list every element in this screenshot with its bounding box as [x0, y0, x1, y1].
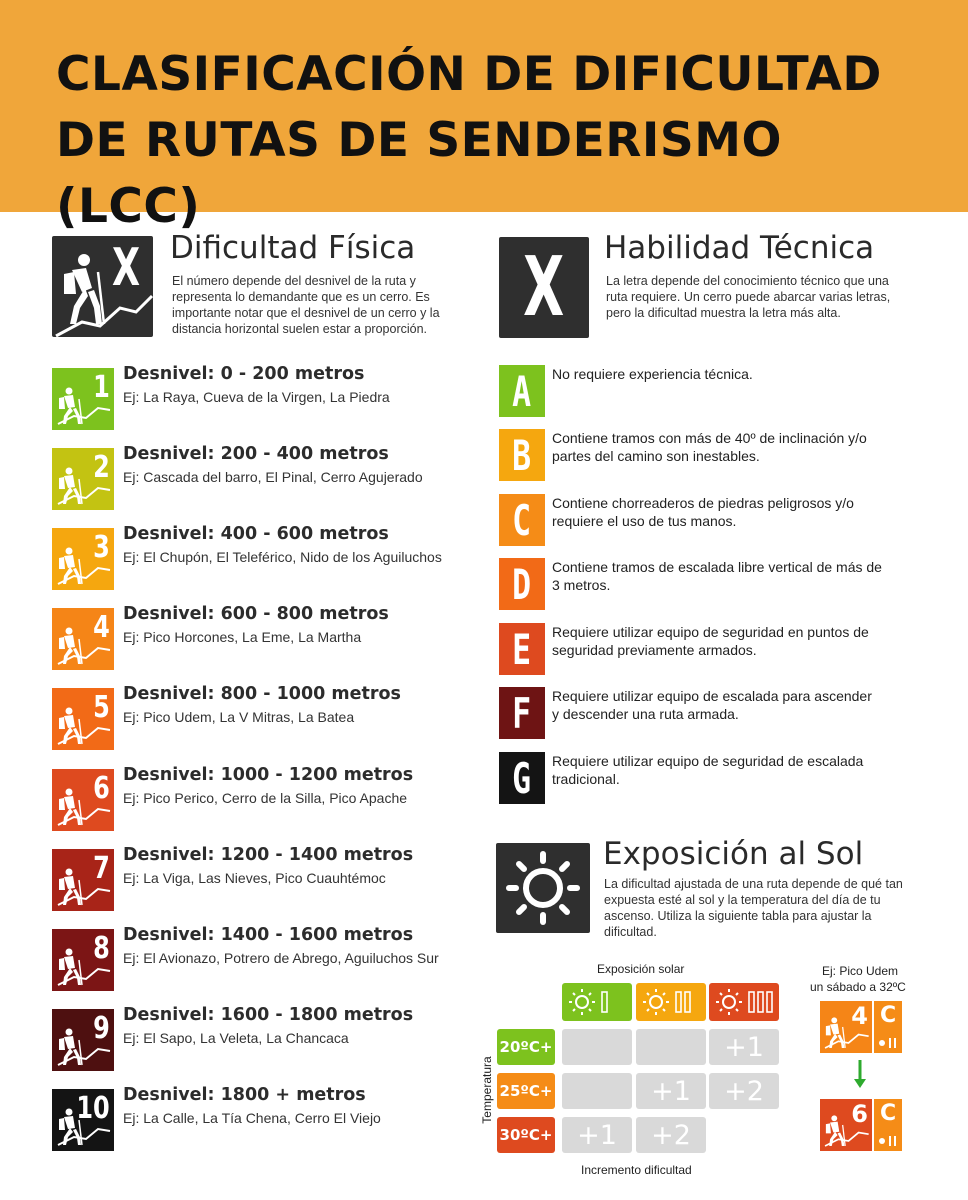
technical-level-badge	[499, 429, 545, 481]
physical-level-row	[52, 1085, 472, 1151]
physical-section-description: El número depende del desnivel de la ruta y representa lo demandante que es un cerro. Es importante notar que el desnivel de un cerro y la distancia horizontal suelen estar a proporción.	[172, 274, 440, 336]
technical-section-title: Habilidad Técnica	[604, 230, 875, 266]
grid-row-label: Temperatura	[480, 1056, 494, 1124]
technical-level-badge	[499, 752, 545, 804]
sun-mini-icon	[874, 1133, 902, 1149]
example-number-badge	[820, 1001, 872, 1053]
example-letter: C	[880, 1003, 897, 1028]
physical-level-number: 5	[93, 690, 110, 725]
example-number: 6	[851, 1100, 868, 1128]
physical-level-row	[52, 925, 472, 991]
physical-level-heading: Desnivel: 1600 - 1800 metros	[123, 1005, 414, 1025]
technical-level-row	[499, 623, 939, 677]
physical-section-icon	[52, 236, 153, 337]
physical-level-row	[52, 604, 472, 670]
sun-icon	[496, 843, 590, 933]
technical-level-text: Requiere utilizar equipo de seguridad de escalada tradicional.	[552, 753, 864, 787]
sun-section-title: Exposición al Sol	[603, 836, 864, 872]
exposure-level-header	[709, 983, 779, 1021]
physical-level-row	[52, 845, 472, 911]
difficulty-increment-cell: +2	[709, 1073, 779, 1109]
physical-level-badge	[52, 929, 114, 991]
physical-level-heading: Desnivel: 1400 - 1600 metros	[123, 925, 414, 945]
physical-level-examples: Ej: La Raya, Cueva de la Virgen, La Piedra	[123, 389, 390, 405]
physical-level-number: 6	[93, 771, 110, 806]
physical-level-examples: Ej: La Viga, Las Nieves, Pico Cuauhtémoc	[123, 870, 386, 886]
physical-level-heading: Desnivel: 400 - 600 metros	[123, 524, 389, 544]
difficulty-increment-cell: +1	[709, 1029, 779, 1065]
sun-mini-icon	[874, 1035, 902, 1051]
physical-level-examples: Ej: Cascada del barro, El Pinal, Cerro Agujerado	[123, 469, 423, 485]
physical-level-badge	[52, 849, 114, 911]
technical-level-row	[499, 494, 939, 548]
physical-level-badge	[52, 608, 114, 670]
technical-level-letter: G	[512, 753, 532, 803]
physical-level-number: 7	[93, 851, 110, 886]
physical-level-number: 10	[76, 1091, 110, 1126]
example-letter-badge	[874, 1099, 902, 1151]
physical-level-number: 9	[93, 1011, 110, 1046]
technical-level-row	[499, 429, 939, 483]
physical-level-examples: Ej: El Sapo, La Veleta, La Chancaca	[123, 1030, 349, 1046]
physical-level-badge	[52, 448, 114, 510]
example-badge	[820, 1099, 902, 1151]
physical-level-examples: Ej: El Avionazo, Potrero de Abrego, Aguiluchos Sur	[123, 950, 439, 966]
difficulty-increment-cell: +2	[636, 1117, 706, 1153]
physical-level-heading: Desnivel: 200 - 400 metros	[123, 444, 389, 464]
temperature-label: 20ºC+	[497, 1029, 555, 1065]
physical-level-number: 2	[93, 450, 110, 485]
technical-level-letter: D	[512, 559, 532, 609]
technical-level-letter: F	[512, 688, 532, 738]
temperature-label: 30ºC+	[497, 1117, 555, 1153]
physical-level-row	[52, 765, 472, 831]
physical-level-heading: Desnivel: 1000 - 1200 metros	[123, 765, 414, 785]
technical-section-icon	[499, 237, 589, 338]
physical-section-title: Dificultad Física	[170, 230, 416, 266]
technical-level-text: Contiene chorreaderos de piedras peligrosos y/o requiere el uso de tus manos.	[552, 495, 854, 529]
technical-level-row	[499, 558, 939, 612]
physical-level-examples: Ej: El Chupón, El Teleférico, Nido de los Aguiluchos	[123, 549, 442, 565]
technical-level-badge	[499, 365, 545, 417]
physical-level-number: 3	[93, 530, 110, 565]
technical-level-badge	[499, 558, 545, 610]
example-number-badge	[820, 1099, 872, 1151]
physical-level-heading: Desnivel: 800 - 1000 metros	[123, 684, 401, 704]
temperature-label: 25ºC+	[497, 1073, 555, 1109]
technical-level-text: Requiere utilizar equipo de escalada para ascender y descender una ruta armada.	[552, 688, 872, 722]
physical-level-examples: Ej: Pico Perico, Cerro de la Silla, Pico Apache	[123, 790, 408, 806]
technical-section-description: La letra depende del conocimiento técnico que una ruta requiere. Un cerro puede abarcar varias letras, pero la dificultad muestra la letra más alta.	[606, 274, 891, 320]
technical-level-text: Contiene tramos de escalada libre vertical de más de 3 metros.	[552, 559, 882, 593]
technical-level-badge	[499, 494, 545, 546]
physical-level-number: 1	[93, 370, 110, 405]
technical-level-row	[499, 365, 939, 419]
physical-level-badge	[52, 528, 114, 590]
physical-level-badge	[52, 1009, 114, 1071]
technical-level-letter: A	[512, 366, 532, 416]
physical-level-heading: Desnivel: 1800 + metros	[123, 1085, 366, 1105]
physical-level-badge	[52, 368, 114, 430]
physical-level-row	[52, 524, 472, 590]
physical-level-heading: Desnivel: 1200 - 1400 metros	[123, 845, 414, 865]
physical-level-examples: Ej: La Calle, La Tía Chena, Cerro El Viejo	[123, 1110, 381, 1126]
sun-section-icon	[496, 843, 590, 933]
example-letter-badge	[874, 1001, 902, 1053]
technical-level-row	[499, 752, 939, 806]
difficulty-increment-cell	[562, 1073, 632, 1109]
example-number: 4	[851, 1002, 868, 1030]
technical-level-text: Requiere utilizar equipo de seguridad en puntos de seguridad previamente armados.	[552, 624, 869, 658]
difficulty-increment-cell	[562, 1029, 632, 1065]
sun-icon	[636, 983, 706, 1021]
physical-level-heading: Desnivel: 0 - 200 metros	[123, 364, 365, 384]
technical-level-letter: E	[512, 624, 532, 674]
technical-icon-letter: X	[523, 240, 565, 335]
grid-column-label: Exposición solar	[597, 962, 685, 976]
physical-level-heading: Desnivel: 600 - 800 metros	[123, 604, 389, 624]
technical-level-badge	[499, 623, 545, 675]
physical-level-badge	[52, 688, 114, 750]
example-letter: C	[880, 1101, 897, 1126]
page-title: CLASIFICACIÓN DE DIFICULTAD DE RUTAS DE SENDERISMO (LCC)	[56, 47, 882, 234]
physical-level-badge	[52, 1089, 114, 1151]
technical-level-badge	[499, 687, 545, 739]
technical-level-letter: B	[512, 430, 532, 480]
exposure-level-header	[636, 983, 706, 1021]
grid-bottom-label: Incremento dificultad	[581, 1163, 692, 1177]
physical-level-row	[52, 684, 472, 750]
difficulty-increment-cell	[636, 1029, 706, 1065]
example-caption-line2: un sábado a 32ºC	[810, 980, 906, 994]
sun-icon	[562, 983, 632, 1021]
physical-icon-letter: X	[112, 238, 141, 298]
physical-level-row	[52, 1005, 472, 1071]
physical-level-number: 8	[93, 931, 110, 966]
exposure-level-header	[562, 983, 632, 1021]
physical-level-row	[52, 364, 472, 430]
physical-level-examples: Ej: Pico Udem, La V Mitras, La Batea	[123, 709, 355, 725]
physical-level-badge	[52, 769, 114, 831]
difficulty-increment-cell: +1	[562, 1117, 632, 1153]
technical-level-row	[499, 687, 939, 741]
sun-icon	[709, 983, 779, 1021]
example-badge	[820, 1001, 902, 1053]
technical-level-letter: C	[512, 495, 532, 545]
header-banner	[0, 0, 968, 234]
physical-level-row	[52, 444, 472, 510]
physical-level-examples: Ej: Pico Horcones, La Eme, La Martha	[123, 629, 362, 645]
example-caption-line1: Ej: Pico Udem	[822, 964, 899, 978]
technical-level-text: No requiere experiencia técnica.	[552, 366, 753, 382]
difficulty-increment-cell: +1	[636, 1073, 706, 1109]
down-arrow-icon	[850, 1058, 870, 1090]
physical-level-number: 4	[93, 610, 110, 645]
sun-section-description: La dificultad ajustada de una ruta depende de qué tan expuesta esté al sol y la temperatura del día de tu ascenso. Utiliza la siguiente tabla para ajustar la dificultad.	[604, 877, 903, 939]
technical-level-text: Contiene tramos con más de 40º de inclinación y/o partes del camino son inestables.	[552, 430, 867, 464]
